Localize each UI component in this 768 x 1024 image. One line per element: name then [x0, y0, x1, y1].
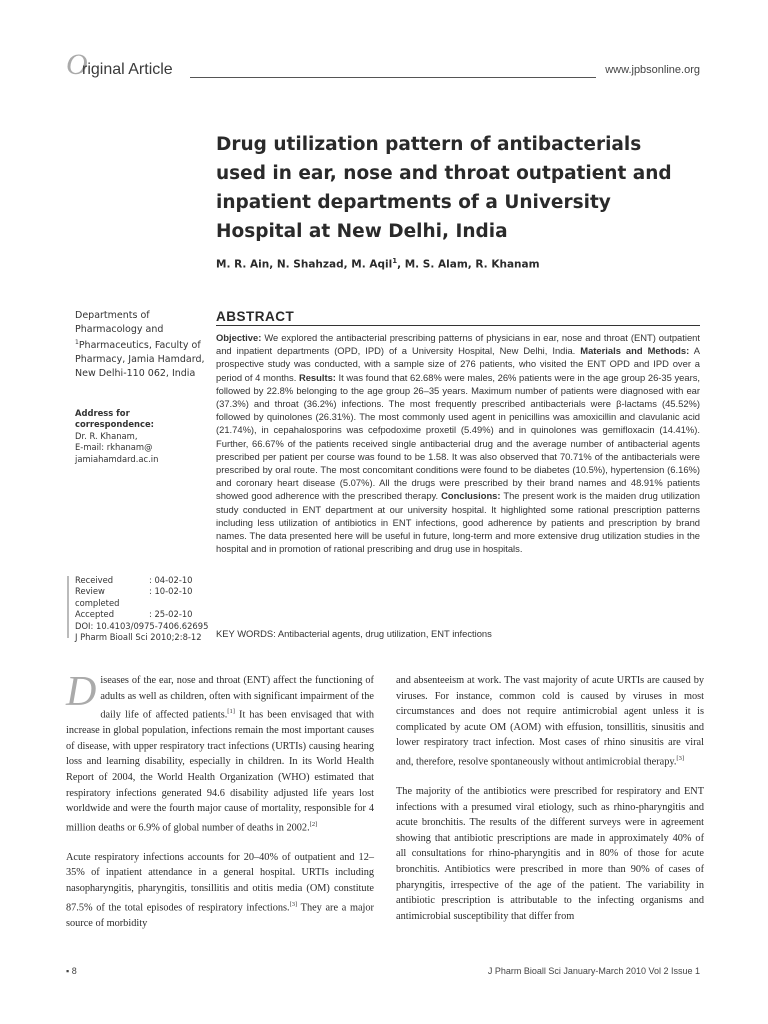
methods-label: Materials and Methods: [580, 345, 690, 357]
objective-text: We explored the antibacterial prescribing patterns of physicians in ear, nose and throat (ENT) outpatient and inpatient departments (OPD, IPD) of a University Hospital, New Delhi, India. [216, 332, 700, 357]
paragraph-text: They are a major source of morbidity [66, 901, 374, 929]
keywords [216, 628, 492, 639]
body-column-left [66, 669, 374, 945]
abstract-heading: ABSTRACT [216, 309, 700, 326]
dates-rule [67, 576, 69, 638]
header-rule [190, 77, 596, 78]
authors-part-1: M. R. Ain, N. Shahzad, M. Aqil [216, 258, 393, 271]
header-initial: O [66, 48, 88, 81]
body-paragraph [396, 673, 704, 770]
affiliation [75, 309, 210, 380]
abstract-body [216, 331, 700, 555]
paragraph-text: Acute respiratory infections accounts for 20–40% of outpatient and 12–35% of inpatient attendance in a general hospital. URTIs including nasopharyngitis, pharyngitis, tonsillitis and otitis media (OM) constitute 87.5% of the total episodes of respiratory infections. [66, 851, 374, 913]
doi[interactable]: DOI: 10.4103/0975-7406.62695 [75, 620, 209, 631]
results-text: It was found that 62.68% were males, 26% patients were in the age group 26-35 years, followed by 22.8% belonging to the age group 26–35 years. Maximum number of patients were diagnosed with ear (37.3%) and throat (36.2%) infections. The most frequently prescribed antibacterials were β-lactams (45.52%) followed by quinolones (26.31%). The most commonly used agent in penicillins was amoxicillin and clavulanic acid (21.74%), in cepahalosporins was cefpodoxime proxetil (5.49%) and in quinolones was gemifloxacin (14.41%). Further, 66.67% of the patients received single antibacterial drug and the average number of antibacterial agents prescribed per patient per course was found to be 1.58. It was also observed that 70.71% of the antibacterials were prescribed by oral route. The most concomitant conditions were found to be diabetes (10.5%), hypertension (6.16%) and coronary heart disease (5.07%). All the drugs were prescribed by their brand names and 48.91% patients showed good adherence with the prescribed therapy. [216, 371, 700, 502]
paragraph-text: It has been envisaged that with increase in global population, infections remain the most important causes of disease, with upper respiratory tract infections (URTIs) causing hearing loss and learning disability, especially in children. In its World Health Report of 2004, the World Health Organization (WHO) estimated that respiratory infections generated 94.6 disability adjusted life years lost worldwide and were the fourth major cause of mortality, responsible for 4 million deaths or 6.9% of global number of deaths in 2002. [66, 709, 374, 834]
citation-ref[interactable]: [1] [227, 708, 235, 716]
article-title: Drug utilization pattern of antibacterials used in ear, nose and throat outpatient and inpatient departments of a University Hospital at New Delhi, India [216, 134, 672, 242]
results-label: Results: [298, 371, 336, 383]
date-received [75, 575, 208, 586]
objective-label: Objective: [216, 332, 262, 343]
running-header [66, 48, 700, 81]
date-value: : 10-02-10 [149, 586, 193, 597]
keywords-text: Antibacterial agents, drug utilization, ENT infections [275, 628, 492, 639]
drop-cap: D [66, 669, 97, 715]
keywords-label: KEY WORDS: [216, 628, 276, 639]
section-label: riginal Article [82, 61, 173, 78]
author-affiliation-mark: 1 [392, 257, 398, 265]
date-value: : 04-02-10 [149, 575, 193, 585]
correspondence-heading: Address for correspondence: [75, 408, 154, 430]
date-label: Accepted [75, 609, 115, 620]
article-dates [75, 575, 208, 643]
body-paragraph [396, 784, 704, 924]
page-number: ▪ 8 [66, 966, 77, 976]
journal-issue: J Pharm Bioall Sci January-March 2010 Vol 2 Issue 1 [487, 966, 700, 976]
citation: J Pharm Bioall Sci 2010;2:8-12 [75, 632, 202, 643]
author-list [216, 257, 540, 271]
methods-text: A prospective study was conducted, with a sample size of 276 patients, who visited the ENT OPD and IPD over a period of 4 months. [216, 345, 700, 383]
conclusions-label: Conclusions: [441, 490, 501, 502]
conclusions-text: The present work is the maiden drug utilization study conducted in ENT department at our university hospital. It highlighted some rational prescription patterns including less utilization of antibiotics in ENT infections, good adherence by patients and prescription by brand names. The data presented here will be useful in future, long-term and more extensive drug utilization studies in the hospital and in promotion of rational prescribing and drug use in hospitals. [216, 490, 700, 555]
citation-ref[interactable]: [2] [309, 820, 318, 828]
date-label: Review completed [75, 586, 120, 608]
body-paragraph [66, 669, 374, 836]
date-label: Received [75, 575, 114, 585]
date-review-completed [75, 586, 208, 609]
citation-ref[interactable]: [3] [676, 754, 685, 762]
date-accepted [75, 609, 208, 620]
body-paragraph [66, 850, 374, 931]
affiliation-mark: 1 [75, 339, 79, 347]
correspondence [75, 408, 210, 465]
authors-part-2: , M. S. Alam, R. Khanam [397, 258, 540, 271]
affiliation-line-1: Departments of Pharmacology and [75, 310, 164, 335]
paragraph-text: iseases of the ear, nose and throat (ENT) affect the functioning of adults as well as children, often with significant impairment of the daily life of affected patients. [100, 675, 374, 721]
correspondence-name: Dr. R. Khanam, [75, 430, 138, 441]
paragraph-text: The majority of the antibiotics were prescribed for respiratory and ENT infections with a presumed viral etiology, such as rhino-pharyngitis and acute bronchitis. The results of the different surveys were in agreement showing that antibiotic prescriptions are made in approximately 40% of all consultations for rhino-pharyngitis and in 80% of those for acute bronchitis. Antibiotics were prescribed in more than 90% of cases of pharyngitis, irrespective of the age of the patient. The variability in antibiotic prescription is attributable to the infecting organisms and antimicrobial susceptibility that differ from [396, 785, 704, 922]
affiliation-line-2: Pharmaceutics, Faculty of Pharmacy, Jamia Hamdard, New Delhi-110 062, India [75, 340, 205, 379]
correspondence-email[interactable]: E-mail: rkhanam@ jamiahamdard.ac.in [75, 442, 159, 464]
date-value: : 25-02-10 [149, 609, 193, 620]
paragraph-text: and absenteeism at work. The vast majority of acute URTIs are caused by viruses. For instance, common cold is caused by viruses in most circumstances and does not require antimicrobial agent unless it is complicated by acute OM (AOM) with effusion, tonsillitis, sinusitis and lower respiratory tract infection. Most cases of rhino sinusitis are viral and, therefore, resolve spontaneously without antimicrobial therapy. [396, 675, 704, 768]
body-column-right [396, 673, 704, 938]
citation-ref[interactable]: [3] [289, 900, 298, 908]
journal-url[interactable]: www.jpbsonline.org [605, 64, 700, 76]
